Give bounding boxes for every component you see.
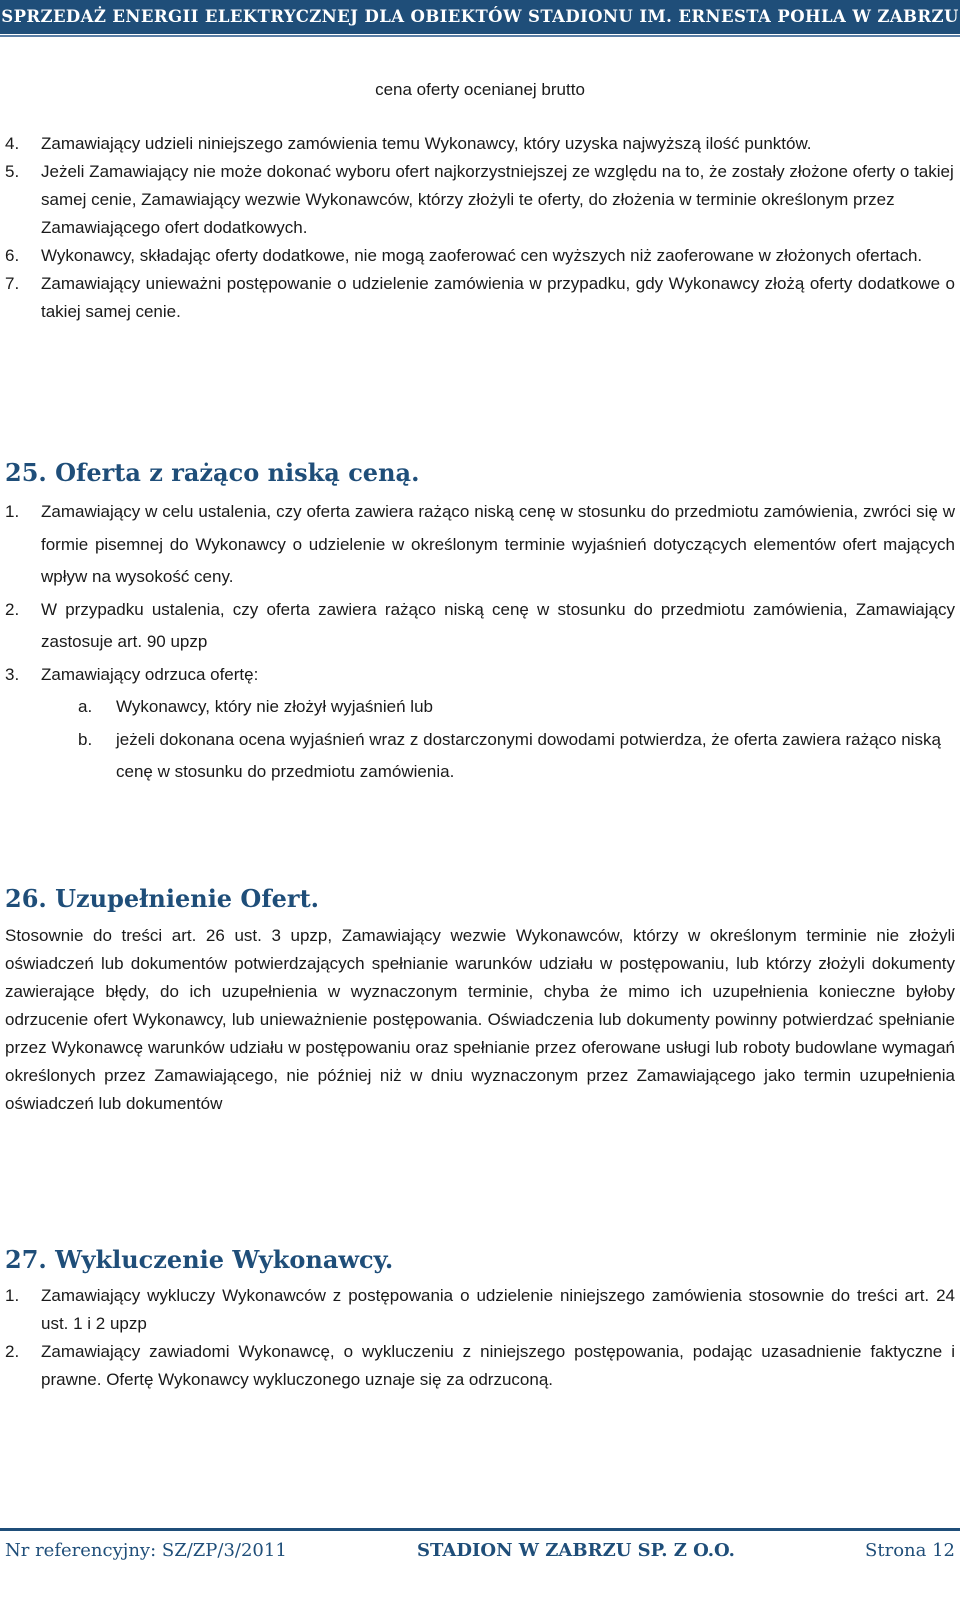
list-number: 6. <box>5 246 20 265</box>
list-item <box>5 496 955 594</box>
list-text: W przypadku ustalenia, czy oferta zawiera rażąco niską cenę w stosunku do przedmiotu zamówienia, Zamawiający zastosuje art. 90 upzp <box>41 599 955 651</box>
reference-number: Nr referencyjny: SZ/ZP/3/2011 <box>5 1540 287 1561</box>
list-text: Zamawiający odrzuca ofertę: <box>41 664 259 684</box>
list-item <box>5 659 955 692</box>
list-text: Jeżeli Zamawiający nie może dokonać wyboru ofert najkorzystniejszej ze względu na to, że zostały złożone oferty o takiej samej cenie, Zamawiający wezwie Wykonawców, którzy złożyli te oferty, do złożenia w terminie określonym przez Zamawiającego ofert dodatkowych. <box>41 162 954 237</box>
sub-list-letter: b. <box>78 729 93 749</box>
sub-list-text: jeżeli dokonana ocena wyjaśnień wraz z dostarczonymi dowodami potwierdza, że oferta zawiera rażąco niską cenę w stosunku do przedmiotu zamówienia. <box>116 729 941 781</box>
section-heading-27: 27. Wykluczenie Wykonawcy. <box>5 1245 394 1274</box>
exclusion-list <box>5 1282 955 1394</box>
company-name: STADION W ZABRZU SP. Z O.O. <box>417 1540 735 1561</box>
page-number: Strona 12 <box>865 1540 955 1561</box>
section-heading-26: 26. Uzupełnienie Ofert. <box>5 884 320 913</box>
list-number: 2. <box>5 599 20 619</box>
list-number: 1. <box>5 502 20 521</box>
sub-list-text: Wykonawcy, który nie złożył wyjaśnień lub <box>116 697 433 716</box>
list-item <box>5 270 955 326</box>
section-heading-25: 25. Oferta z rażąco niską ceną. <box>5 458 420 487</box>
list-number: 7. <box>5 274 20 293</box>
header-divider <box>0 35 960 37</box>
list-text: Zamawiający w celu ustalenia, czy oferta zawiera rażąco niską cenę w stosunku do przedmiotu zamówienia, zwróci się w formie pisemnej do Wykonawcy o udzielenie w określonym terminie wyjaśnień dotyczących elementów ofert mających wpływ na wysokość ceny. <box>41 502 955 586</box>
formula-denominator: cena oferty ocenianej brutto <box>375 80 585 99</box>
page-header <box>0 0 960 34</box>
list-item <box>5 1338 955 1394</box>
list-number: 5. <box>5 162 20 181</box>
sub-list-item <box>78 724 955 789</box>
list-item <box>5 1282 955 1338</box>
list-number: 3. <box>5 664 20 684</box>
sub-list-item <box>78 691 955 724</box>
list-item <box>5 130 955 158</box>
list-number: 1. <box>5 1286 20 1305</box>
sub-list-letter: a. <box>78 697 93 716</box>
list-text: Zamawiający zawiadomi Wykonawcę, o wykluczeniu z niniejszego postępowania, podając uzasadnienie faktyczne i prawne. Ofertę Wykonawcy wykluczonego uznaje się za odrzuconą. <box>41 1342 955 1389</box>
page-footer <box>5 1536 955 1566</box>
award-list <box>5 130 955 326</box>
list-text: Zamawiający udzieli niniejszego zamówienia temu Wykonawcy, który uzyska najwyższą ilość punktów. <box>41 134 812 153</box>
low-price-list <box>5 496 955 789</box>
list-text: Zamawiający unieważni postępowanie o udzielenie zamówienia w przypadku, gdy Wykonawcy złożą oferty dodatkowe o takiej samej cenie. <box>41 274 955 321</box>
list-number: 2. <box>5 1342 20 1361</box>
list-item <box>5 158 955 242</box>
list-number: 4. <box>5 134 20 153</box>
header-title: SPRZEDAŻ ENERGII ELEKTRYCZNEJ DLA OBIEKTÓW STADIONU IM. ERNESTA POHLA W ZABRZU <box>1 7 959 26</box>
footer-divider <box>0 1528 960 1531</box>
list-item <box>5 594 955 659</box>
list-text: Zamawiający wykluczy Wykonawców z postępowania o udzielenie niniejszego zamówienia stosownie do treści art. 24 ust. 1 i 2 upzp <box>41 1286 955 1333</box>
list-text: Wykonawcy, składając oferty dodatkowe, nie mogą zaoferować cen wyższych niż zaoferowane w złożonych ofertach. <box>41 246 923 265</box>
supplement-paragraph: Stosownie do treści art. 26 ust. 3 upzp, Zamawiający wezwie Wykonawców, którzy w określonym terminie nie złożyli oświadczeń lub dokumentów potwierdzających spełnianie warunków udziału w postępowaniu, lub którzy złożyli dokumenty zawierające błędy, do ich uzupełnienia w wyznaczonym terminie, chyba że mimo ich uzupełnienia konieczne byłoby odrzucenie ofert Wykonawcy, lub unieważnienie postępowania. Oświadczenia lub dokumenty powinny potwierdzać spełnianie przez Wykonawcę warunków udziału w postępowaniu oraz spełnianie przez oferowane usługi lub roboty budowlane wymagań określonych przez Zamawiającego, nie później niż w dniu wyznaczonym przez Zamawiającego jako termin uzupełnienia oświadczeń lub dokumentów <box>5 926 955 1113</box>
list-item <box>5 242 955 270</box>
